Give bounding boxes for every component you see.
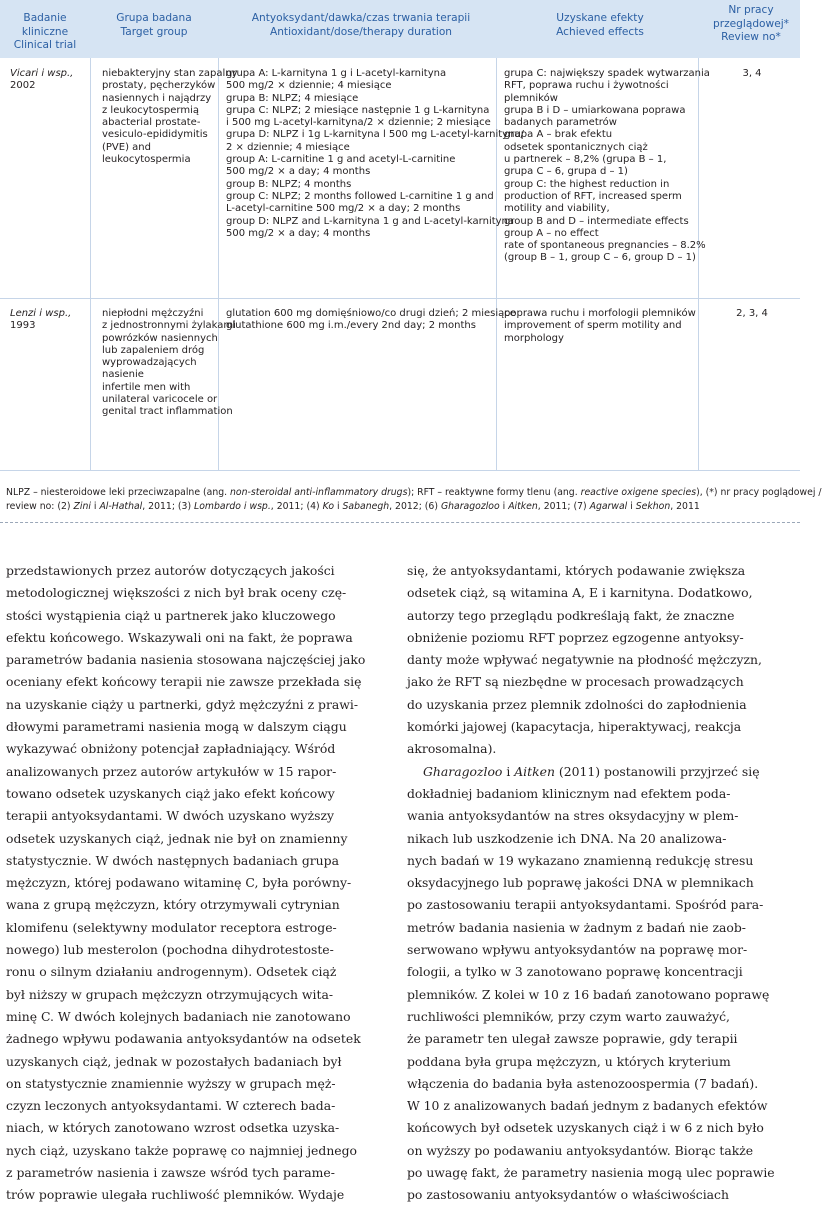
- header-clinical-trial: Badanie kliniczne Clinical trial: [13, 12, 77, 51]
- header-review-no: Nr pracy przeglądowej* Review no*: [713, 4, 789, 43]
- footnote-line: NLPZ – niesteroidowe leki przeciwzapalne (ang. non-steroidal anti-inflammatory drugs); RFT – reaktywne formy tlenu (ang. reactive oxigene species), (*) nr pracy poglądowej /: [6, 487, 822, 498]
- cell-review-no: 2, 3, 4: [736, 308, 768, 319]
- cell-effects: grupa C: największy spadek wytwarzania RFT, poprawa ruchu i żywotności plemników grupa B i D – umiarkowana poprawa badanych parametrów grupa A – brak efektu odsetek spontanicznych ciąż u partnerek – 8,2% (grupa B – 1, grupa C – 6, grupa d – 1) group C: the highest reduction in production of RFT, increased sperm motility and viability, group B and D – intermediate effects group A – no effect rate of spontaneous pregnancies – 8.2% (group B – 1, group C – 6, group D – 1): [504, 68, 710, 264]
- column-divider: [90, 298, 91, 470]
- cell-clinical-trial: Vicari i wsp., 2002: [10, 68, 74, 92]
- cell-target-group: niebakteryjny stan zapalny prostaty, pęcherzyków nasiennych i najądrzy z leukocytospermią abacterial prostate- vesiculo-epididymitis (PVE) and leukocytospermia: [102, 68, 238, 166]
- paragraph-first-line: Gharagozloo i Aitken (2011) postanowili przyjrzeć się: [423, 763, 760, 779]
- cell-therapy: grupa A: L-karnityna 1 g i L-acetyl-karnityna 500 mg/2 × dziennie; 4 miesiące grupa B: NLPZ; 4 miesiące grupa C: NLPZ; 2 miesiące następnie 1 g L-karnityna i 500 mg L-acetyl-karnityna/2 × dziennie; 2 miesiące grupa D: NLPZ i 1g L-karnityna l 500 mg L-acetyl-karnityna/ 2 × dziennie; 4 miesiące group A: L-carnitine 1 g and acetyl-L-carnitine 500 mg/2 × a day; 4 months group B: NLPZ; 4 months group C: NLPZ; 2 months followed L-carnitine 1 g and L-acetyl-carnitine 500 mg/2 × a day; 2 months group D: NLPZ and L-karnityna 1 g and L-acetyl-karnityna 500 mg/2 × a day; 4 months: [226, 68, 524, 239]
- header-target-group: Grupa badana Target group: [116, 12, 192, 38]
- body-text-left-column: przedstawionych przez autorów dotyczących jakości metodologicznej większości z nich był brak oceny czę- stości wystąpienia ciąż u partnerek jako kluczowego efektu końcowego. Wskazywali oni na fakt, że poprawa parametrów badania nasienia stosowana najczęściej jako oceniany efekt końcowy terapii nie zawsze przekłada się na uzyskanie ciąży u partnerki, gdyż mężczyźni z prawi- dłowymi parametrami nasienia mogą w dalszym ciągu wykazywać obniżony potencjał zapładniający. Wśród analizowanych przez autorów artykułów w 15 rapor- towano odsetek uzyskanych ciąż jako efekt końcowy terapii antyoksydantami. W dwóch uzyskano wyższy odsetek uzyskanych ciąż, jednak nie był on znamienny statystycznie. W dwóch następnych badaniach grupa mężczyzn, której podawano witaminę C, była porówny- wana z grupą mężczyzn, który otrzymywali cytrynian klomifenu (selektywny modulator receptora estroge- nowego) lub mesterolon (pochodna dihydrotestoste- ronu o silnym działaniu androgennym). Odsetek ciąż był niższy w grupach mężczyzn otrzymujących wita- minę C. W dwóch kolejnych badaniach nie zanotowano żadnego wpływu podawania antyoksydantów na odsetek uzyskanych ciąż, jednak w pozostałych badaniach był on statystycznie znamiennie wyższy w grupach męż- czyzn leczonych antyoksydantami. W czterech bada- niach, w których zanotowano wzrost odsetka uzyska- nych ciąż, uzyskano także poprawę co najmniej jednego z parametrów nasienia i zawsze wśród tych parame- trów poprawie ulegała ruchliwość plemników. Wydaje: [6, 563, 366, 1203]
- cell-therapy: glutation 600 mg domięśniowo/co drugi dzień; 2 miesiące glutathione 600 mg i.m./every 2nd day; 2 months: [226, 308, 516, 332]
- cell-review-no: 3, 4: [742, 68, 762, 79]
- body-text-right-column: się, że antyoksydantami, których podawanie zwiększa odsetek ciąż, są witamina A, E i karnityna. Dodatkowo, autorzy tego przeglądu podkreślają fakt, że znaczne obniżenie poziomu RFT poprzez egzogenne antyoksy- danty może wpływać negatywnie na płodność mężczyzn, jako że RFT są niezbędne w procesach prowadzących do uzyskania przez plemnik zdolności do zapłodnienia komórki jajowej (kapacytacja, hiperaktywacj, reakcja akrosomalna). Gharagozloo i Aitken (2011) postanowili przyjrzeć się dokładniej badaniom klinicznym nad efektem poda- wania antyoksydantów na stres oksydacyjny w plem- nikach lub uszkodzenie ich DNA. Na 20 analizowa- nych badań w 19 wykazano znamienną redukcję stresu oksydacyjnego lub poprawę jakości DNA w plemnikach po zastosowaniu terapii antyoksydantami. Spośród para- metrów badania nasienia w żadnym z badań nie zaob- serwowano wpływu antyoksydantów na poprawę mor- fologii, a tylko w 3 zanotowano poprawę koncentracji plemników. Z kolei w 10 z 16 badań zanotowano poprawę ruchliwości plemników, przy czym warto zauważyć, że parametr ten ulegał zawsze poprawie, gdy terapii poddana była grupa mężczyzn, u których kryterium włączenia do badania była astenozoospermia (7 badań). W 10 z analizowanych badań jednym z badanych efektów końcowych był odsetek uzyskanych ciąż i w 6 z nich było on wyższy po podawaniu antyoksydantów. Biorąc także po uwagę fakt, że parametry nasienia mogą ulec poprawie po zastosowaniu antyoksydantów o właściwościach: [407, 560, 787, 1207]
- table-row: [0, 58, 800, 298]
- header-effects: Uzyskane efekty Achieved effects: [556, 12, 644, 38]
- column-divider: [698, 298, 699, 470]
- cell-clinical-trial: Lenzi i wsp., 1993: [10, 308, 72, 332]
- row-divider: [0, 470, 800, 471]
- column-divider: [90, 58, 91, 298]
- table-row: [0, 298, 800, 470]
- cell-effects: poprawa ruchu i morfologii plemników improvement of sperm motility and morphology: [504, 308, 696, 344]
- table-header: [0, 0, 800, 58]
- table-footnote: [6, 486, 822, 514]
- footnote-line: review no: (2) Zini i Al-Hathal, 2011; (3) Lombardo i wsp., 2011; (4) Ko i Sabanegh, 2012; (6) Gharagozloo i Aitken, 2011; (7) Agarwal i Sekhon, 2011: [6, 501, 700, 512]
- cell-target-group: niepłodni mężczyźni z jednostronnymi żylakami powrózków nasiennych lub zapaleniem dróg wyprowadzających nasienie infertile men with unilateral varicocele or genital tract inflammation: [102, 308, 236, 418]
- header-therapy: Antyoksydant/dawka/czas trwania terapii Antioxidant/dose/therapy duration: [251, 12, 471, 38]
- footnote-divider: [0, 522, 800, 523]
